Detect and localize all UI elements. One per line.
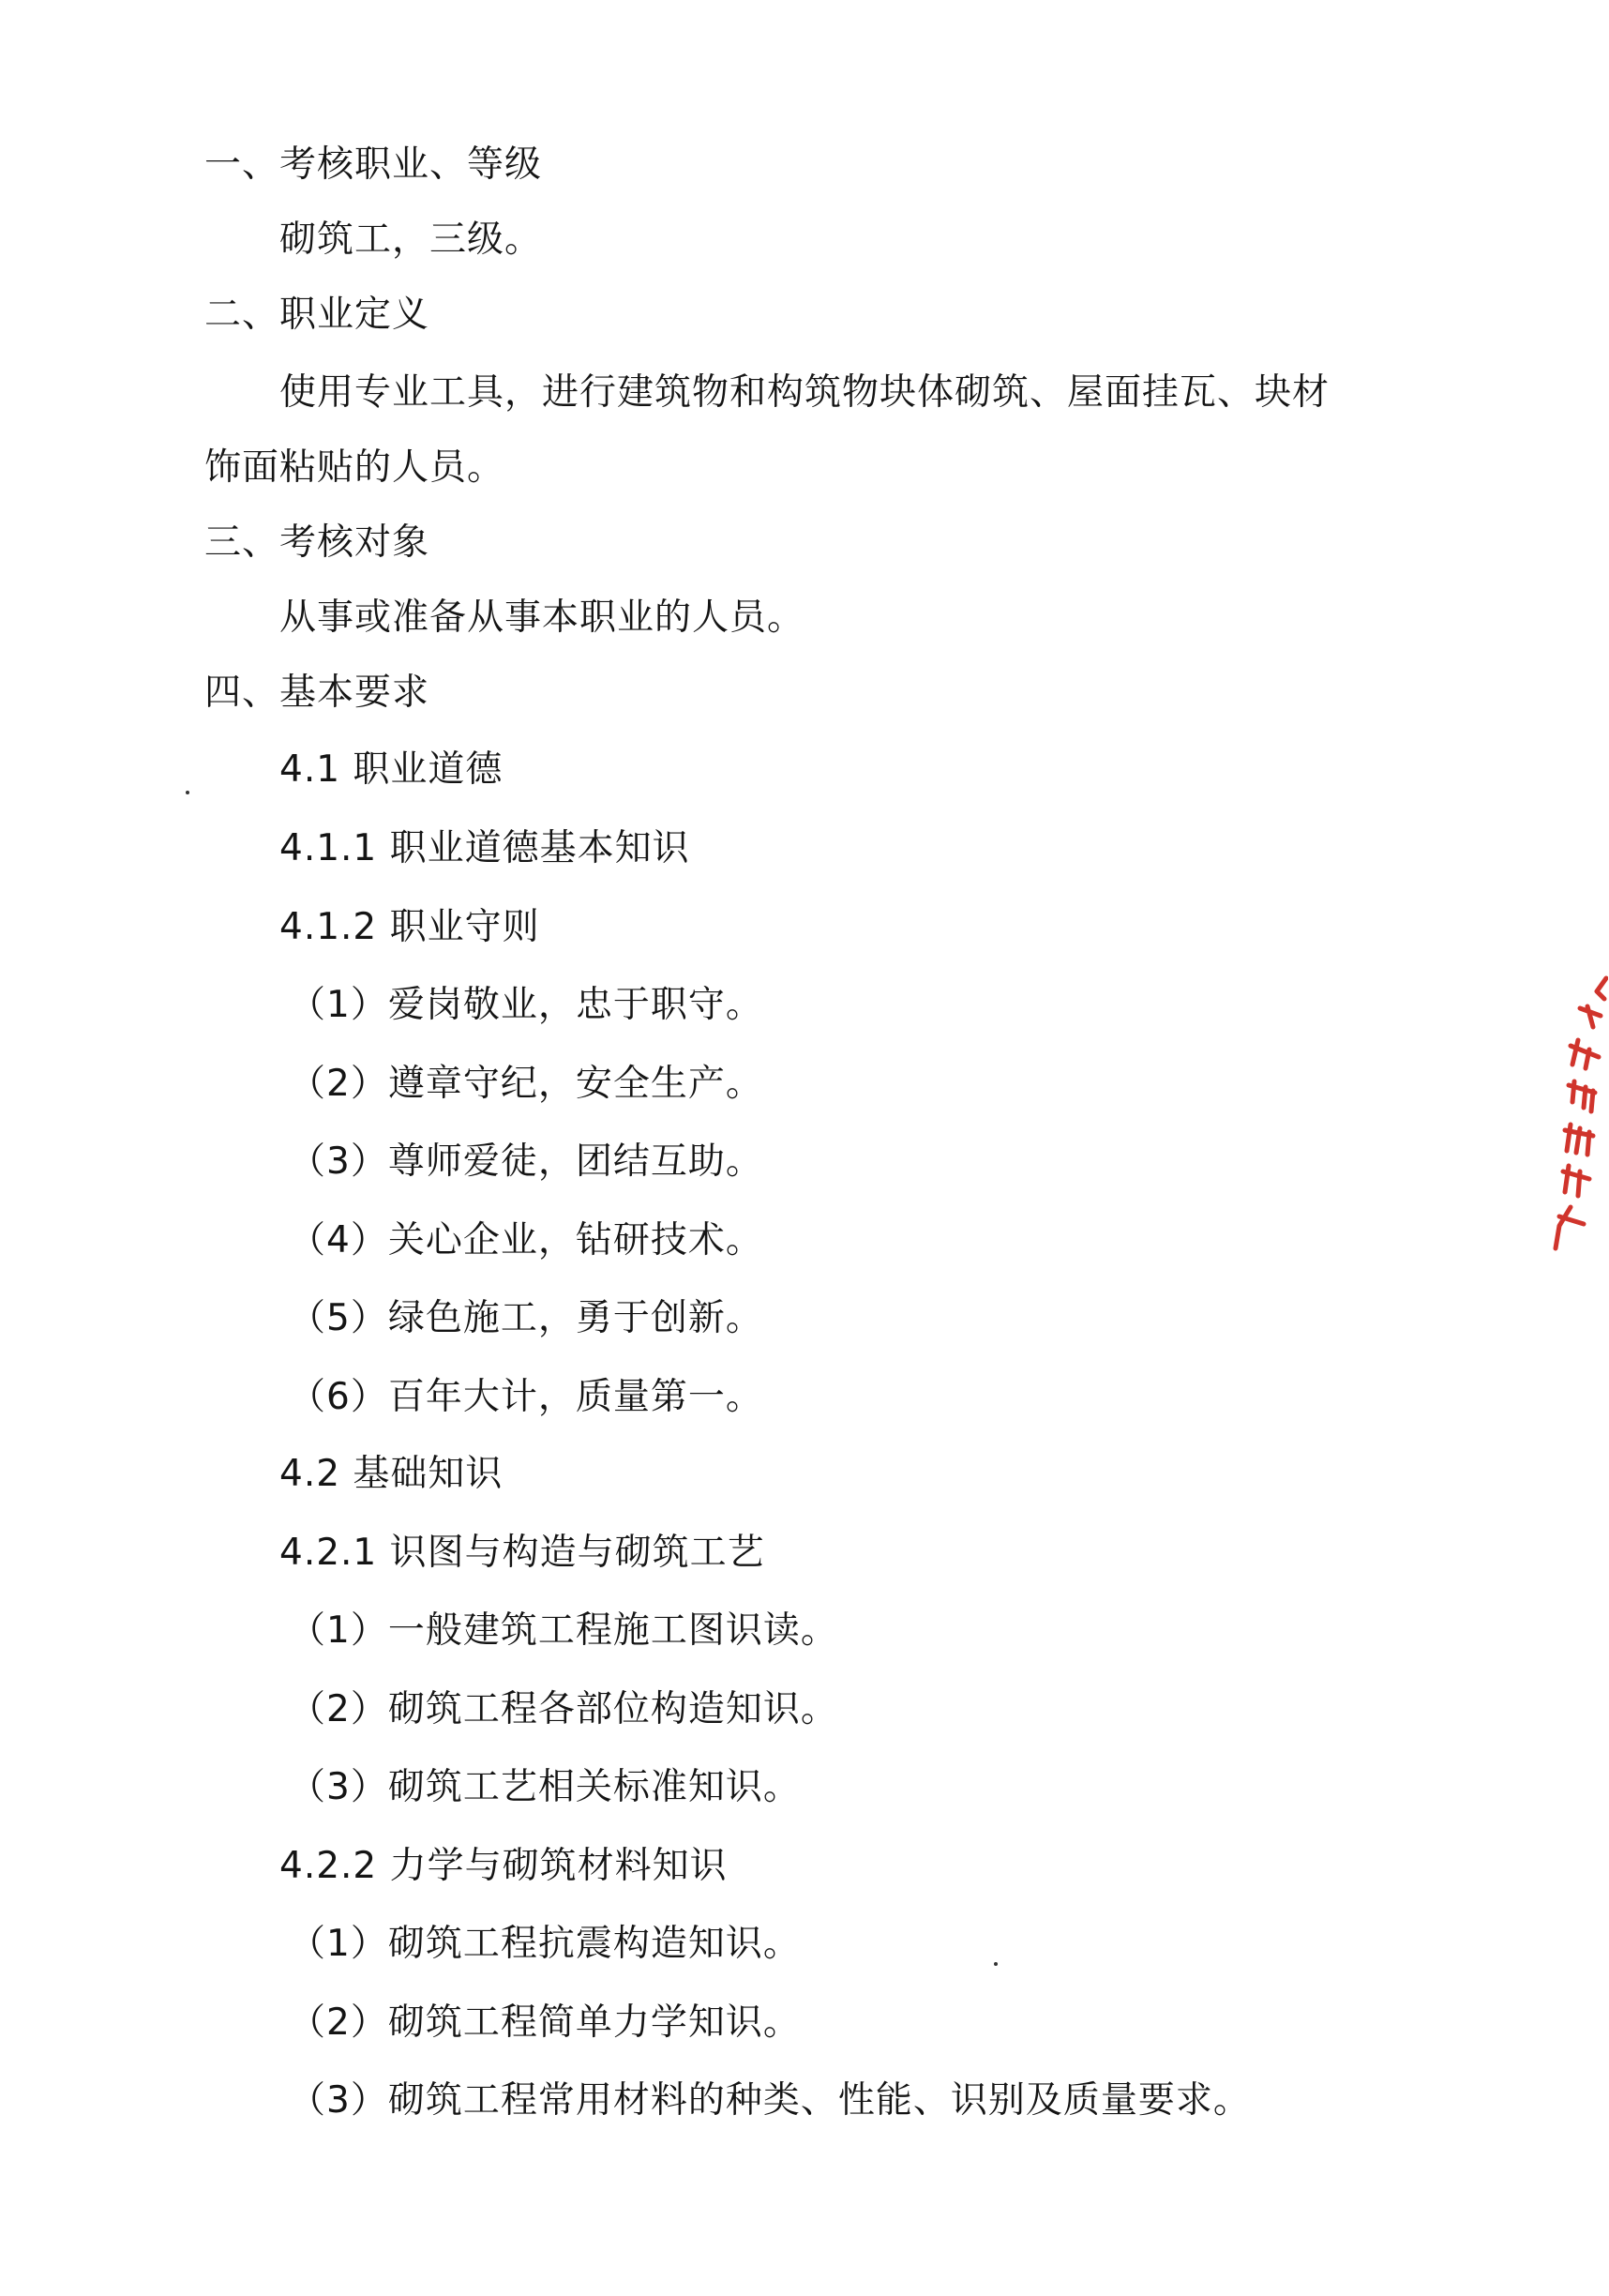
section-1-heading: 一、考核职业、等级	[204, 144, 543, 186]
subsection-4-2-1: 4.2.1 识图与构造与砌筑工艺	[279, 1532, 765, 1574]
material-item: （2）砌筑工程简单力学知识。	[289, 2001, 801, 2044]
scan-speck	[994, 1962, 998, 1966]
subsection-4-1-2: 4.1.2 职业守则	[279, 906, 540, 948]
rule-item: （3）尊师爱徒，团结互助。	[289, 1140, 763, 1183]
section-3-heading: 三、考核对象	[204, 521, 430, 564]
rule-item: （1）爱岗敬业，忠于职守。	[289, 984, 763, 1026]
rule-item: （2）遵章守纪，安全生产。	[289, 1063, 763, 1105]
section-4-heading: 四、基本要求	[204, 672, 430, 714]
drawing-item: （2）砌筑工程各部位构造知识。	[289, 1688, 838, 1730]
section-3-body: 从事或准备从事本职业的人员。	[279, 597, 805, 639]
rule-item: （6）百年大计，质量第一。	[289, 1376, 763, 1418]
section-2-body-line-2: 饰面粘贴的人员。	[204, 446, 505, 489]
section-1-body: 砌筑工，三级。	[279, 219, 543, 261]
material-item: （1）砌筑工程抗震构造知识。	[289, 1923, 801, 1965]
drawing-item: （3）砌筑工艺相关标准知识。	[289, 1766, 801, 1808]
material-item: （3）砌筑工程常用材料的种类、性能、识别及质量要求。	[289, 2079, 1251, 2122]
subsection-4-1-1: 4.1.1 职业道德基本知识	[279, 827, 690, 869]
rule-item: （5）绿色施工，勇于创新。	[289, 1297, 763, 1339]
section-2-body-line-1: 使用专业工具，进行建筑物和构筑物块体砌筑、屋面挂瓦、块材	[279, 371, 1331, 414]
rule-item: （4）关心企业，钻研技术。	[289, 1219, 763, 1261]
drawing-item: （1）一般建筑工程施工图识读。	[289, 1609, 838, 1652]
subsection-4-1: 4.1 职业道德	[279, 748, 504, 791]
section-2-heading: 二、职业定义	[204, 294, 430, 336]
scan-speck	[186, 791, 189, 794]
seam-stamp-icon	[1552, 971, 1608, 1252]
subsection-4-2: 4.2 基础知识	[279, 1453, 504, 1495]
subsection-4-2-2: 4.2.2 力学与砌筑材料知识	[279, 1845, 728, 1887]
